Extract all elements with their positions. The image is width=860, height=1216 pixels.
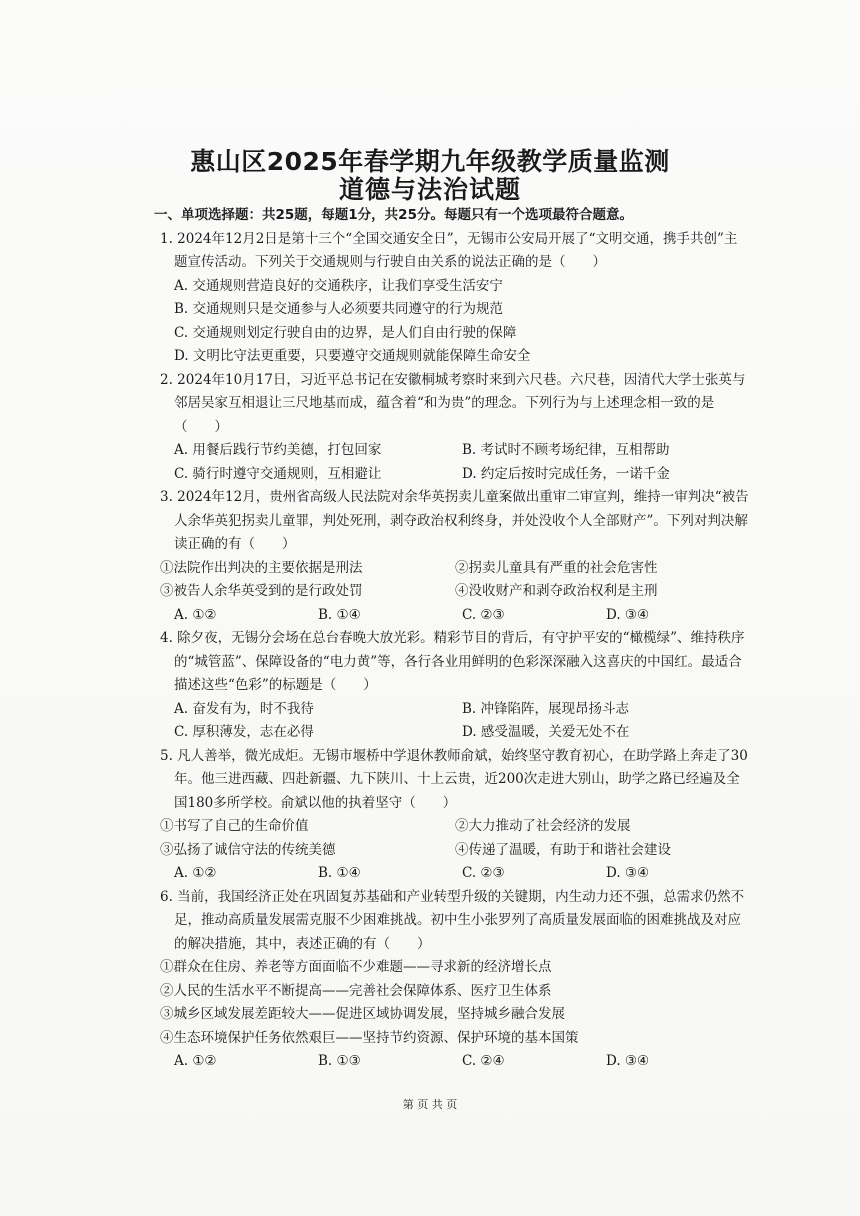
- statement: ③城乡区域发展差距较大——促进区域协调发展，坚持城乡融合发展: [160, 1006, 565, 1022]
- option: A. 用餐后践行节约美德，打包回家: [174, 442, 382, 458]
- choice: D. ③④: [606, 606, 650, 623]
- option: C. 骑行时遵守交通规则，互相避让: [174, 465, 382, 482]
- question-stem: 4. 除夕夜，无锡分会场在总台春晚大放光彩。精彩节目的背后，有守护平安的“橄榄绿”、维持秩序的“城管蓝”、保障设备的“电力黄”等，各行各业用鲜明的色彩深深融入这喜庆的中国红。最适合描述这些“色彩”的标题是（ ）: [160, 630, 745, 693]
- option: A. 交通规则营造良好的交通秩序，让我们享受生活安宁: [174, 277, 503, 294]
- option: B. 交通规则只是交通参与人必须要共同遵守的行为规范: [174, 301, 504, 317]
- question-3: [160, 486, 750, 627]
- statement-row: [160, 839, 750, 863]
- exam-content: [154, 204, 750, 1074]
- statement: ④没收财产和剥夺政治权利是主刑: [455, 583, 658, 599]
- choice-row: [160, 862, 750, 886]
- exam-subject-title: 道德与法治试题: [338, 175, 521, 204]
- question-2: [160, 369, 750, 487]
- statement: ②人民的生活水平不断提高——完善社会保障体系、医疗卫生体系: [160, 982, 552, 999]
- statement: ①法院作出判决的主要依据是刑法: [160, 559, 363, 576]
- choice-row: [160, 604, 750, 628]
- statement: ④生态环境保护任务依然艰巨——坚持节约资源、保护环境的基本国策: [160, 1029, 579, 1046]
- option: D. 文明比守法更重要，只要遵守交通规则就能保障生命安全: [174, 348, 531, 364]
- option: A. 奋发有为，时不我待: [174, 700, 314, 717]
- statement: ④传递了温暖，有助于和谐社会建设: [455, 841, 671, 858]
- choice: D. ③④: [606, 1053, 650, 1069]
- option: C. 交通规则划定行驶自由的边界，是人们自由行驶的保障: [174, 324, 517, 341]
- option-row: [160, 463, 750, 487]
- statement-row: [160, 557, 750, 581]
- choice: B. ①③: [318, 1053, 361, 1069]
- statement-row: [160, 580, 750, 604]
- question-5: [160, 745, 750, 886]
- statement-row: [160, 815, 750, 839]
- section-heading: 一、单项选择题：共25题，每题1分，共25分。每题只有一个选项最符合题意。: [154, 207, 633, 223]
- page-footer: 第 页 共 页: [402, 1098, 458, 1111]
- choice: A. ①②: [174, 865, 217, 881]
- exam-title: 惠山区2025年春学期九年级教学质量监测: [190, 147, 670, 176]
- question-1: [160, 228, 750, 369]
- choice: A. ①②: [174, 1053, 217, 1069]
- question-stem: 2. 2024年10月17日，习近平总书记在安徽桐城考察时来到六尺巷。六尺巷，因清代大学士张英与邻居吴家互相退让三尺地基而成，蕴含着“和为贵”的理念。下列行为与上述理念相一致的是（ ）: [160, 371, 746, 435]
- statement: ③被告人余华英受到的是行政处罚: [160, 583, 363, 599]
- question-6: [160, 886, 750, 1074]
- option-row: [160, 698, 750, 722]
- choice: D. ③④: [606, 865, 650, 881]
- question-4: [160, 627, 750, 745]
- statement: ③弘扬了诚信守法的传统美德: [160, 841, 336, 858]
- option-row: [160, 721, 750, 745]
- option-row: [160, 439, 750, 463]
- choice: C. ②③: [462, 606, 505, 623]
- option: D. 约定后按时完成任务，一诺千金: [462, 465, 670, 482]
- question-stem: 1. 2024年12月2日是第十三个“全国交通安全日”，无锡市公安局开展了“文明交通，携手共创”主题宣传活动。下列关于交通规则与行驶自由关系的说法正确的是（ ）: [160, 230, 738, 270]
- option: C. 厚积薄发，志在必得: [174, 724, 314, 740]
- choice: A. ①②: [174, 606, 217, 623]
- statement: ②拐卖儿童具有严重的社会危害性: [455, 559, 658, 576]
- choice: C. ②④: [462, 1053, 505, 1069]
- choice: B. ①④: [318, 865, 361, 881]
- choice: C. ②③: [462, 865, 505, 881]
- statement: ①群众在住房、养老等方面面临不少难题——寻求新的经济增长点: [160, 959, 552, 975]
- choice-row: [160, 1050, 750, 1074]
- question-stem: 5. 凡人善举，微光成炬。无锡市堰桥中学退休教师俞斌，始终坚守教育初心，在助学路上奔走了30年。他三进西藏、四赴新疆、九下陕川、十上云贵，近200次走进大别山，助学之路已经遍及全国180多所学校。俞斌以他的执着坚守（ ）: [160, 747, 748, 811]
- option: B. 冲锋陷阵，展现昂扬斗志: [462, 700, 630, 717]
- option: B. 考试时不顾考场纪律，互相帮助: [462, 442, 670, 458]
- question-stem: 3. 2024年12月，贵州省高级人民法院对余华英拐卖儿童案做出重审二审宣判，维持一审判决“被告人余华英犯拐卖儿童罪，判处死刑，剥夺政治权利终身，并处没收个人全部财产”。下列对判决解读正确的有（ ）: [160, 489, 749, 552]
- option: D. 感受温暖，关爱无处不在: [462, 724, 630, 740]
- question-stem: 6. 当前，我国经济正处在巩固复苏基础和产业转型升级的关键期，内生动力还不强，总需求仍然不足，推动高质量发展需克服不少困难挑战。初中生小张罗列了高质量发展面临的困难挑战及对应的解决措施，其中，表述正确的有（ ）: [160, 888, 745, 952]
- statement: ①书写了自己的生命价值: [160, 818, 309, 834]
- statement: ②大力推动了社会经济的发展: [455, 818, 631, 834]
- choice: B. ①④: [318, 606, 361, 623]
